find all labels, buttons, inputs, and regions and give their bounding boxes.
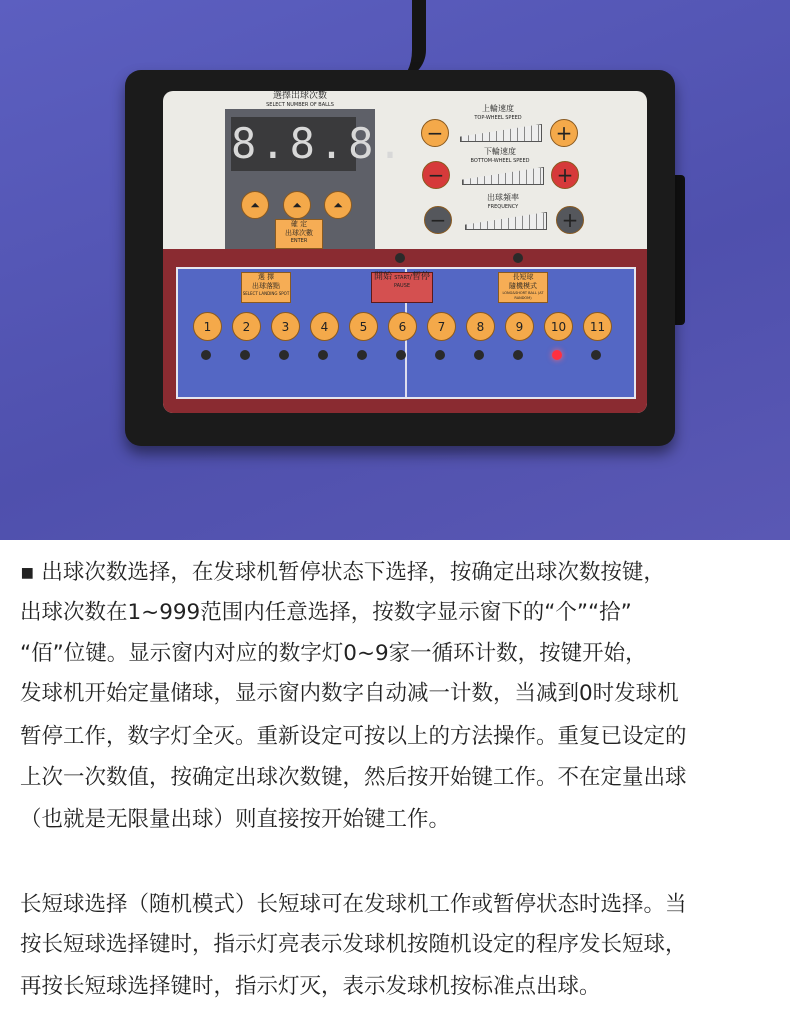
- spot-number: 2: [242, 319, 251, 334]
- spot-button-2[interactable]: [232, 312, 261, 341]
- spot-button-1[interactable]: [193, 312, 222, 341]
- spot-number: 4: [320, 319, 329, 334]
- spot-led-11: [591, 350, 601, 360]
- display-box: [225, 109, 407, 249]
- spot-led-1: [201, 350, 211, 360]
- top-wheel-speed-bar: [460, 124, 542, 142]
- enter-label-2: 出球次數: [285, 229, 313, 237]
- spot-number: 3: [281, 319, 290, 334]
- paragraph-line: 上次一次数值，按确定出球次数键，然后按开始键工作。不在定量出球: [20, 765, 687, 790]
- up-icon: ⏶: [333, 197, 343, 212]
- spot-button-8[interactable]: [466, 312, 495, 341]
- hundreds-up-button[interactable]: [241, 191, 269, 219]
- random-label-2: 隨機模式: [509, 282, 537, 290]
- ones-up-button[interactable]: [324, 191, 352, 219]
- spot-led-3: [279, 350, 289, 360]
- indicator-led: [513, 253, 523, 263]
- paragraph-line: 出球次数在1~999范围内任意选择，按数字显示窗下的“个”“拾”: [20, 600, 632, 625]
- random-mode-button[interactable]: [498, 272, 548, 303]
- power-cable: [372, 0, 426, 80]
- up-icon: ⏶: [250, 197, 260, 212]
- frequency-minus-button[interactable]: [424, 206, 452, 234]
- frequency-label: 出球頻率: [487, 193, 519, 202]
- frequency-plus-button[interactable]: [556, 206, 584, 234]
- spot-number: 6: [398, 319, 407, 334]
- spot-led-8: [474, 350, 484, 360]
- minus-icon: −: [427, 163, 445, 187]
- random-label-en: LONG&SHORT BALL (AT RANDOM): [502, 291, 544, 300]
- spot-button-6[interactable]: [388, 312, 417, 341]
- spot-led-4: [318, 350, 328, 360]
- spot-button-9[interactable]: [505, 312, 534, 341]
- frequency-bar: [465, 212, 547, 230]
- enter-label: 確 定: [290, 220, 308, 228]
- start-pause-button[interactable]: 開始 START/暫停 PAUSE: [371, 272, 433, 303]
- spot-led-9: [513, 350, 523, 360]
- plus-icon: +: [555, 121, 573, 145]
- bottom-wheel-minus-button[interactable]: [422, 161, 450, 189]
- random-label: 長短球: [512, 273, 534, 281]
- seven-segment-display: 8.8.8.: [231, 117, 356, 171]
- bottom-wheel-label-en: BOTTOM-WHEEL SPEED: [470, 158, 530, 164]
- paragraph-line: “佰”位键。显示窗内对应的数字灯0~9家一循环计数，按键开始，: [20, 641, 647, 666]
- paragraph-line: 再按长短球选择键时，指示灯灭，表示发球机按标准点出球。: [20, 974, 601, 999]
- top-wheel-plus-button[interactable]: [550, 119, 578, 147]
- enter-label-en: ENTER: [290, 238, 308, 244]
- paragraph-line: 发球机开始定量储球，显示窗内数字自动减一计数，当减到0时发球机: [20, 681, 679, 706]
- spot-button-3[interactable]: [271, 312, 300, 341]
- plus-icon: +: [561, 208, 579, 232]
- minus-icon: −: [426, 121, 444, 145]
- spot-button-10[interactable]: [544, 312, 573, 341]
- landing-label-en: SELECT LANDING SPOT: [242, 291, 290, 296]
- display-title: 選擇出球次數: [272, 91, 327, 101]
- court-section: [176, 267, 636, 399]
- spot-button-11[interactable]: [583, 312, 612, 341]
- control-panel: [163, 91, 647, 413]
- display-title-en: SELECT NUMBER OF BALLS: [266, 102, 334, 108]
- paragraph-line: 暂停工作，数字灯全灭。重新设定可按以上的方法操作。重复已设定的: [20, 724, 687, 749]
- indicator-led: [395, 253, 405, 263]
- top-wheel-label: 上輪速度: [482, 104, 514, 113]
- frequency-label-en: FREQUENCY: [487, 204, 519, 210]
- plus-icon: +: [556, 163, 574, 187]
- select-landing-spot-button[interactable]: [241, 272, 291, 303]
- spot-led-2: [240, 350, 250, 360]
- pause-label-en: PAUSE: [393, 283, 411, 289]
- start-label: 開始: [373, 272, 392, 282]
- spot-button-5[interactable]: [349, 312, 378, 341]
- spot-button-7[interactable]: [427, 312, 456, 341]
- spot-led-10: [552, 350, 562, 360]
- paragraph-line: 长短球选择（随机模式）长短球可在发球机工作或暂停状态时选择。当: [20, 892, 687, 917]
- spot-button-4[interactable]: [310, 312, 339, 341]
- bottom-wheel-plus-button[interactable]: [551, 161, 579, 189]
- top-wheel-minus-button[interactable]: [421, 119, 449, 147]
- paragraph-line: （也就是无限量出球）则直接按开始键工作。: [20, 807, 451, 832]
- spot-led-7: [435, 350, 445, 360]
- bottom-wheel-speed-bar: [462, 167, 544, 185]
- bottom-wheel-label: 下輪速度: [484, 147, 516, 156]
- spot-led-5: [357, 350, 367, 360]
- up-icon: ⏶: [292, 197, 302, 212]
- spot-number: 7: [437, 319, 446, 334]
- landing-label-2: 出球落點: [252, 282, 280, 290]
- top-wheel-label-en: TOP-WHEEL SPEED: [474, 115, 522, 121]
- spot-number: 5: [359, 319, 368, 334]
- spot-number: 8: [476, 319, 485, 334]
- spot-number: 1: [203, 319, 212, 334]
- spot-led-6: [396, 350, 406, 360]
- tens-up-button[interactable]: [283, 191, 311, 219]
- spot-number: 11: [589, 319, 606, 334]
- enter-button[interactable]: [275, 219, 323, 249]
- pause-label: 暫停: [412, 272, 431, 282]
- landing-label: 選 擇: [257, 273, 275, 281]
- spot-number: 9: [515, 319, 524, 334]
- spot-number: 10: [550, 319, 567, 334]
- minus-icon: −: [429, 208, 447, 232]
- paragraph-line: ▪ 出球次数选择，在发球机暂停状态下选择，按确定出球次数按键，: [20, 560, 665, 585]
- start-label-en: START: [394, 275, 410, 281]
- paragraph-line: 按长短球选择键时，指示灯亮表示发球机按随机设定的程序发长短球，: [20, 932, 687, 957]
